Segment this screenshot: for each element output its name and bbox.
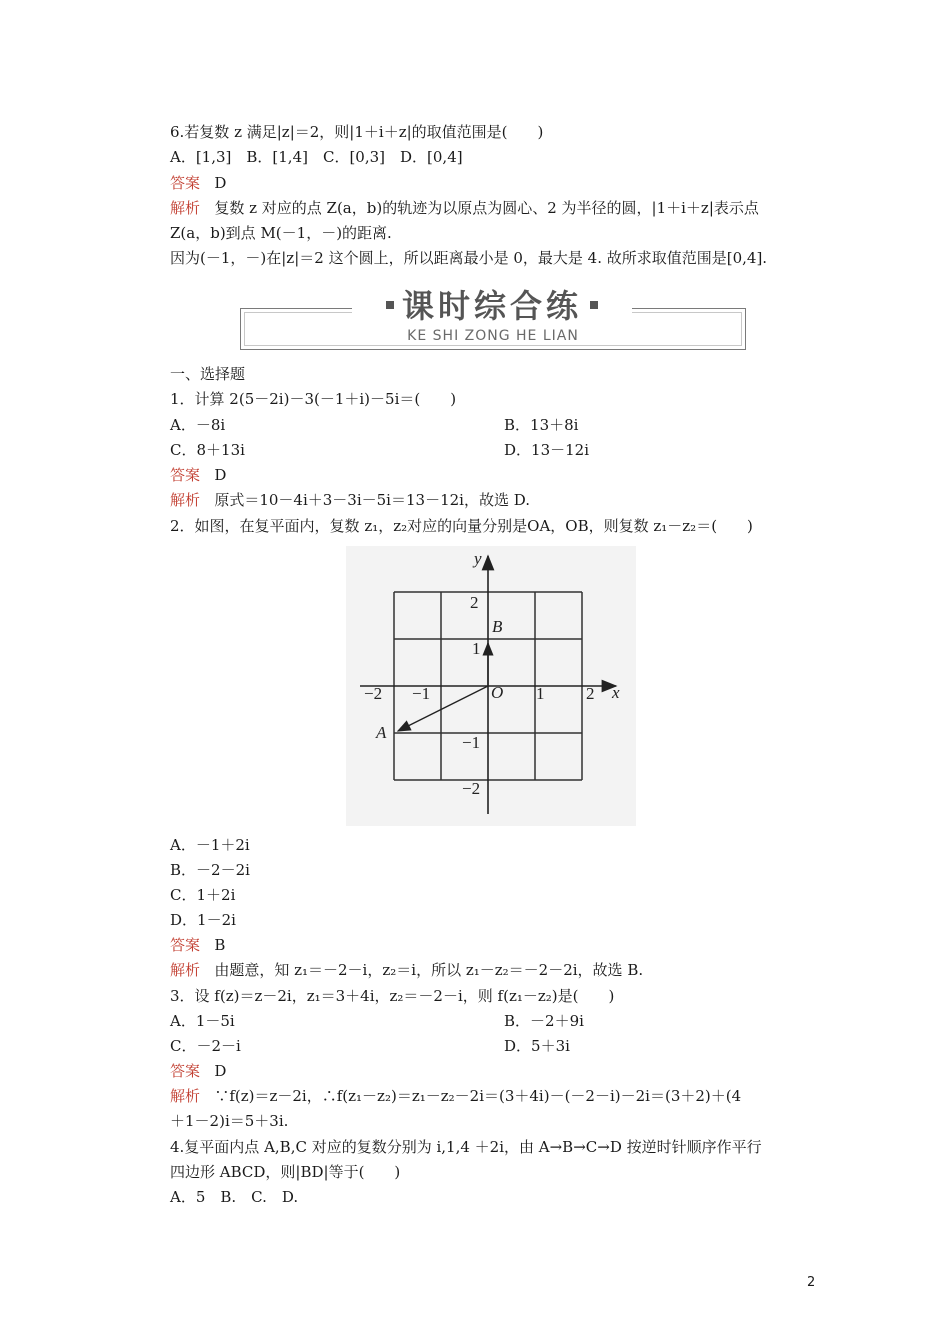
q1-option-b: B．13＋8i [504,416,579,434]
page-number: 2 [807,1275,816,1290]
q6-analysis-line-3: 因为(－1，－)在|z|＝2 这个圆上，所以距离最小是 0，最大是 4. 故所求取值范围是[0,4]. [170,249,768,267]
analysis-label: 解析 [170,199,201,217]
q6-analysis-line-1 [170,198,759,218]
q4-stem-line-2: 四边形 ABCD，则|BD|等于( ) [170,1163,401,1181]
analysis-label: 解析 [170,491,201,509]
q2-option-d: D．1－2i [170,911,236,929]
banner-title-text: 课时综合练 [401,287,582,325]
answer-label: 答案 [170,466,201,484]
q4-options: A．5 B. C. D. [170,1188,299,1206]
tick-y-1: 1 [472,639,481,658]
q2-analysis [170,960,643,980]
q1-answer [170,465,226,485]
square-bullet-icon [590,301,598,309]
q3-option-b: B．－2＋9i [504,1012,584,1030]
tick-x-neg1: −1 [412,684,431,703]
answer-value: D [214,466,227,484]
banner-subtitle: KE SHI ZONG HE LIAN [407,328,579,344]
q6-stem: 6.若复数 z 满足|z|＝2，则|1＋i＋z|的取值范围是( ) [170,123,544,141]
analysis-label: 解析 [170,961,201,979]
q4-stem-line-1: 4.复平面内点 A,B,C 对应的复数分别为 i,1,4 ＋2i，由 A→B→C→D 按逆时针顺序作平行 [170,1138,762,1156]
q2-option-c: C．1＋2i [170,886,236,904]
point-b-label: B [492,617,503,636]
q3-option-c: C．－2－i [170,1037,241,1055]
tick-y-neg1: −1 [462,733,481,752]
q3-answer [170,1061,226,1081]
analysis-text: 复数 z 对应的点 Z(a，b)的轨迹为以原点为圆心、2 为半径的圆，|1＋i＋z|表示点 [214,199,759,217]
origin-label: O [491,683,504,702]
tick-x-neg2: −2 [364,684,383,703]
q3-stem: 3．设 f(z)＝z－2i，z₁＝3＋4i，z₂＝－2－i，则 f(z₁－z₂)是( ) [170,987,615,1005]
answer-label: 答案 [170,1062,201,1080]
y-axis-label: y [474,549,482,568]
q6-options: A．[1,3] B．[1,4] C．[0,3] D．[0,4] [170,148,463,166]
q1-option-a: A．－8i [170,416,226,434]
tick-y-neg2: −2 [462,779,481,798]
section-heading: 一、选择题 [170,365,246,383]
answer-value: B [214,936,226,954]
q3-option-d: D．5＋3i [504,1037,570,1055]
analysis-label: 解析 [170,1087,201,1105]
answer-label: 答案 [170,174,201,192]
x-axis-label: x [612,683,620,702]
q6-analysis-line-2: Z(a，b)到点 M(－1，－)的距离. [170,224,392,242]
q1-option-d: D．13－12i [504,441,589,459]
q6-answer [170,173,226,193]
analysis-text: ∵f(z)＝z－2i，∴f(z₁－z₂)＝z₁－z₂－2i＝(3＋4i)－(－2－i)－2i＝(3＋2)＋(4 [214,1087,742,1105]
answer-value: D [214,174,227,192]
q2-option-b: B．－2－2i [170,861,250,879]
q2-stem: 2．如图，在复平面内，复数 z₁，z₂对应的向量分别是OA，OB，则复数 z₁－z₂＝( ) [170,517,753,535]
q1-option-c: C．8＋13i [170,441,245,459]
q2-answer [170,935,225,955]
complex-plane-figure [346,546,636,826]
tick-x-2: 2 [586,684,595,703]
q1-stem: 1．计算 2(5－2i)－3(－1＋i)－5i＝( ) [170,390,457,408]
tick-y-2: 2 [470,593,479,612]
answer-value: D [214,1062,227,1080]
q1-analysis [170,490,530,510]
q2-option-a: A．－1＋2i [170,836,250,854]
analysis-text: 由题意，知 z₁＝－2－i，z₂＝i，所以 z₁－z₂＝－2－2i，故选 B. [214,961,644,979]
section-banner [240,284,746,350]
square-bullet-icon [386,301,394,309]
q3-option-a: A．1－5i [170,1012,235,1030]
tick-x-1: 1 [536,684,545,703]
analysis-text: 原式＝10－4i＋3－3i－5i＝13－12i，故选 D. [214,491,530,509]
point-a-label: A [376,723,387,742]
q3-analysis-line-1 [170,1086,741,1106]
answer-label: 答案 [170,936,201,954]
q3-analysis-line-2: ＋1－2)i＝5＋3i. [170,1112,289,1130]
banner-title [352,284,632,328]
